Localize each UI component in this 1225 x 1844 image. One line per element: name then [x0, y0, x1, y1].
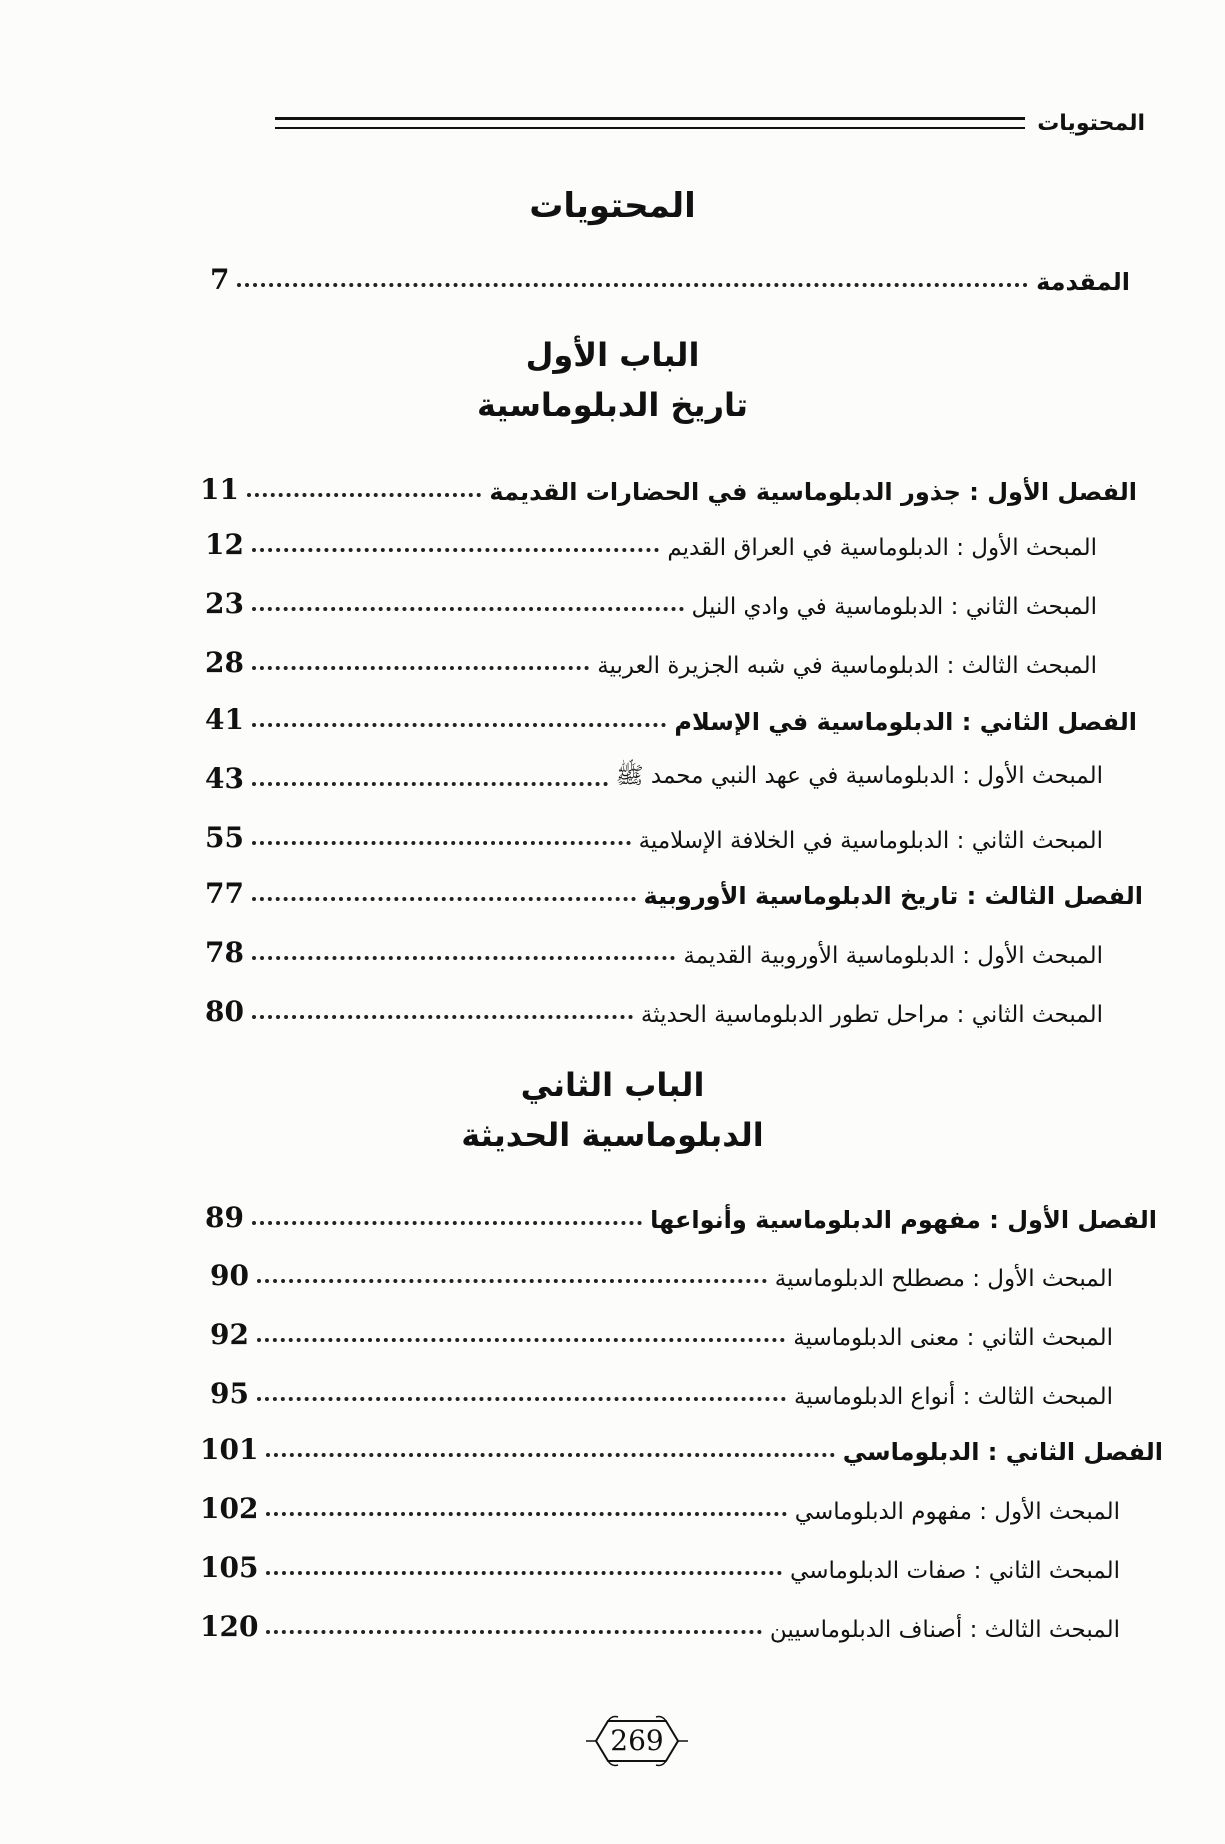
dot-leader: [252, 1221, 642, 1225]
toc-section-1-1-1[interactable]: [205, 517, 1097, 561]
dot-leader: [252, 666, 589, 670]
toc-section-2-2-3[interactable]: [200, 1599, 1120, 1643]
toc-entry-page: 28: [205, 646, 244, 679]
toc-chapter-2-1[interactable]: [205, 1190, 1157, 1234]
toc-chapter-1-3[interactable]: [205, 866, 1143, 910]
dot-leader: [252, 782, 608, 786]
dot-leader: [257, 1279, 767, 1283]
toc-entry-page: 7: [210, 263, 230, 296]
toc-entry-intro[interactable]: [210, 252, 1130, 296]
toc-entry-page: 102: [200, 1492, 259, 1525]
toc-entry-label: المقدمة: [1036, 268, 1130, 296]
dot-leader: [252, 723, 666, 727]
dot-leader: [252, 897, 636, 901]
toc-entry-label: الفصل الأول : مفهوم الدبلوماسية وأنواعها: [650, 1206, 1157, 1234]
toc-entry-page: 95: [210, 1377, 249, 1410]
dot-leader: [252, 1015, 633, 1019]
toc-entry-label: المبحث الأول : الدبلوماسية في عهد النبي محمد ﷺ: [615, 763, 1103, 789]
toc-section-1-2-2[interactable]: [205, 810, 1103, 854]
toc-section-2-2-2[interactable]: [200, 1540, 1120, 1584]
toc-entry-page: 78: [205, 936, 244, 969]
toc-entry-page: 55: [205, 821, 244, 854]
toc-entry-label: الفصل الأول : جذور الدبلوماسية في الحضارات القديمة: [489, 478, 1137, 506]
dot-leader: [257, 1338, 785, 1342]
toc-entry-page: 77: [205, 877, 244, 910]
dot-leader: [266, 1630, 761, 1634]
toc-entry-label: المبحث الأول : الدبلوماسية في العراق القديم: [667, 535, 1097, 561]
toc-section-2-2-1[interactable]: [200, 1481, 1120, 1525]
toc-section-2-1-3[interactable]: [210, 1366, 1113, 1410]
toc-entry-label: المبحث الثاني : مراحل تطور الدبلوماسية الحديثة: [640, 1002, 1103, 1028]
toc-chapter-1-2[interactable]: [205, 692, 1137, 736]
toc-title: المحتويات: [529, 186, 696, 226]
dot-leader: [252, 607, 684, 611]
dot-leader: [252, 548, 659, 552]
toc-entry-label: المبحث الثالث : الدبلوماسية في شبه الجزيرة العربية: [597, 653, 1097, 679]
toc-entry-page: 12: [205, 528, 244, 561]
toc-entry-page: 43: [205, 762, 244, 795]
running-title: المحتويات: [1037, 110, 1145, 136]
toc-entry-label: المبحث الثالث : أنواع الدبلوماسية: [793, 1384, 1113, 1410]
dot-leader: [266, 1512, 786, 1516]
part-1-title: الباب الأول: [525, 336, 700, 374]
dot-leader: [266, 1453, 834, 1457]
toc-entry-page: 89: [205, 1201, 244, 1234]
dot-leader: [247, 493, 481, 497]
toc-section-1-1-3[interactable]: [205, 635, 1097, 679]
toc-entry-page: 90: [210, 1259, 249, 1292]
page-number: 269: [610, 1724, 664, 1757]
toc-entry-label: المبحث الأول : مصطلح الدبلوماسية: [774, 1266, 1113, 1292]
toc-section-1-1-2[interactable]: [205, 576, 1097, 620]
dot-leader: [266, 1571, 782, 1575]
toc-entry-page: 101: [200, 1433, 259, 1466]
toc-entry-label: الفصل الثاني : الدبلوماسية في الإسلام: [674, 708, 1137, 736]
header-double-rule: [275, 117, 1025, 129]
part-2-title: الباب الثاني: [520, 1066, 705, 1104]
toc-entry-label: المبحث الثاني : الدبلوماسية في الخلافة الإسلامية: [638, 828, 1103, 854]
part-2-subtitle: الدبلوماسية الحديثة: [461, 1116, 764, 1154]
toc-entry-page: 41: [205, 703, 244, 736]
toc-entry-label: المبحث الثاني : صفات الدبلوماسي: [790, 1558, 1120, 1584]
dot-leader: [252, 841, 631, 845]
toc-entry-page: 80: [205, 995, 244, 1028]
toc-chapter-1-1[interactable]: [200, 462, 1137, 506]
toc-entry-label: الفصل الثاني : الدبلوماسي: [842, 1438, 1163, 1466]
toc-entry-page: 23: [205, 587, 244, 620]
dot-leader: [252, 956, 675, 960]
toc-entry-label: المبحث الثالث : أصناف الدبلوماسيين: [769, 1617, 1120, 1643]
toc-entry-label: المبحث الأول : مفهوم الدبلوماسي: [794, 1499, 1120, 1525]
toc-entry-label: الفصل الثالث : تاريخ الدبلوماسية الأوروبية: [643, 882, 1143, 910]
dot-leader: [237, 283, 1028, 287]
toc-entry-label: المبحث الثاني : الدبلوماسية في وادي النيل: [691, 594, 1097, 620]
running-header: [275, 108, 1145, 138]
toc-section-1-3-2[interactable]: [205, 984, 1103, 1028]
toc-entry-page: 105: [200, 1551, 259, 1584]
part-1-subtitle: تاريخ الدبلوماسية: [476, 386, 749, 424]
toc-entry-page: 92: [210, 1318, 249, 1351]
toc-section-1-2-1[interactable]: [205, 751, 1103, 795]
toc-entry-label: المبحث الأول : الدبلوماسية الأوروبية القديمة: [683, 943, 1103, 969]
toc-entry-page: 11: [200, 473, 239, 506]
dot-leader: [257, 1397, 786, 1401]
toc-section-2-1-1[interactable]: [210, 1248, 1113, 1292]
toc-section-1-3-1[interactable]: [205, 925, 1103, 969]
toc-entry-label: المبحث الثاني : معنى الدبلوماسية: [793, 1325, 1113, 1351]
toc-entry-page: 120: [200, 1610, 259, 1643]
toc-section-2-1-2[interactable]: [210, 1307, 1113, 1351]
page-number-ornament: [582, 1713, 692, 1769]
toc-chapter-2-2[interactable]: [200, 1422, 1163, 1466]
